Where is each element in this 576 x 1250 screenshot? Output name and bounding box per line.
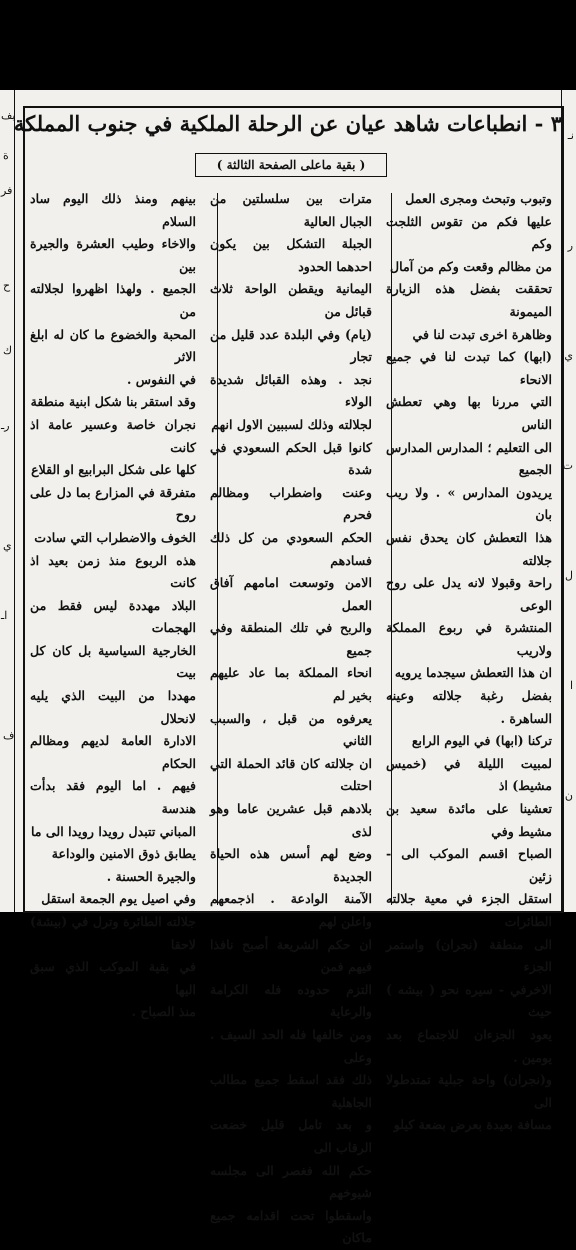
column-text: بينهم ومنذ ذلك اليوم ساد السلام والاخاء وطيب العشرة والجيرة بين الجميع . ولهذا اظهروا لجلالته من المحبة والخضوع ما كان له ابلغ الاثر في النفوس . وقد استقر بنا شكل ابنية منطقة نجران خاصة وعسير عامة اذ كانت كلها على شكل البرابيع او القلاع متفرقة في المزارع بما دل على روح الخوف والاضطراب التي سادت هذه الربوع منذ زمن بعيد اذ كانت البلاد مهددة ليس فقط من الهجمات الخارجية السياسية بل كان كل بيت مهددا من البيت الذي يليه لانحلال الادارة العامة لديهم ومظالم الحكام فيهم . اما اليوم فقد بدأت هندسة المباني تتبدل رويدا رويدا الى ما يطابق ذوق الامنين والوداعة والجيرة الحسنة . وفي اصيل يوم الجمعة استقل جلالته الطائرة وترل في (بيشة) لاحقا في بقية الموكب الذي سبق اليها منذ الصباح . xyxy=(30,191,196,1020)
edge-fragment: ن xyxy=(564,789,573,802)
newspaper-clipping xyxy=(0,90,576,1246)
edge-fragment: نـ xyxy=(567,129,574,142)
article-column-1 xyxy=(386,188,552,1133)
edge-fragment: ح xyxy=(3,279,11,292)
edge-fragment: ي xyxy=(3,539,12,552)
edge-fragment: اـ xyxy=(1,609,8,622)
article-columns xyxy=(29,188,558,1246)
left-column-edge xyxy=(0,90,15,912)
edge-fragment: ف xyxy=(3,729,15,742)
edge-fragment: ل xyxy=(565,569,573,582)
edge-fragment: ك xyxy=(3,344,13,357)
article-column-2 xyxy=(210,188,372,1246)
article-frame xyxy=(13,106,564,1246)
article-headline: ٣ - انطباعات شاهد عيان عن الرحلة الملكية في جنوب المملكة xyxy=(13,111,562,136)
edge-fragment: ا xyxy=(569,679,573,692)
edge-fragment: ت xyxy=(562,459,573,472)
edge-fragment: يف xyxy=(1,109,16,122)
article-column-3 xyxy=(30,188,196,1020)
edge-fragment: رـ xyxy=(1,419,10,432)
edge-fragment: ر xyxy=(567,239,573,252)
column-text: وتبوب وتبحث ومجرى العمل عليها فكم من تقوس الثلجت وكم من مظالم وقعت وكم من آمال تحققت بفضل هذه الزيارة الميمونة وظاهرة اخرى تبدت لنا في (ابها) كما تبدت لنا في جميع الانحاء التي مررنا بها وهي تعطش الناس الى التعليم ؛ المدارس المدارس الجميع يريدون المدارس » . ولا ريب بان هذا التعطش كان يحدق نفس جلالته راحة وقبولا لانه يدل على روح الوعى المنتشرة في ربوع المملكة ولاريب ان هذا التعطش سيجدما يرويه بفضل رغبة جلالته وعينه الساهرة . تركنا (ابها) في اليوم الرابع لمبيت الليلة في (خميس مشيط) اذ تعشينا على مائدة سعيد بن مشيط وفي الصباح اقسم الموكب الى - زئين استقل الجزء في معية جلالته الطائرات الى منطقة (نجران) واستمر الجزء الاخرفي - سيره نحو ( بيشه ) حيث يعود الجزءان للاجتماع بعد يومين . و(نجران) واحة جبلية تمتدطولا الى مسافة بعيدة بعرض بضعة كيلو xyxy=(386,191,552,1133)
edge-fragment: ة xyxy=(3,149,9,162)
edge-fragment: ي xyxy=(564,349,573,362)
continuation-note: ( بقية ماعلى الصفحة الثالثة ) xyxy=(195,153,387,177)
column-text: مترات بين سلسلتين من الجبال العالية الجبلة التشكل بين يكون احدهما الحدود اليمانية ويقطن الواحة ثلاث قبائل من (يام) وفي البلدة عدد قليل من تجار نجد . وهذه القبائل شديدة الولاء لجلالته وذلك لسببين الاول انهم كانوا قبل الحكم السعودي في شدة وعنت واضطراب ومظالم فحرم الحكم السعودي من كل ذلك فسادهم الامن وتوسعت امامهم آفاق العمل والربح في تلك المنطقة وفي جميع انحاء المملكة بما عاد عليهم بخير لم يعرفوه من قبل ، والسبب الثاني ان جلالته كان قائد الحملة التي احتلت بلادهم قبل عشرين عاما وهو لذى وضع لهم أسس هذه الحياة الجديدة الآمنة الوادعة . اذجمعهم واعلن لهم ان حكم الشريعة أصبح نافذا فيهم فمن التزم حدوده فله الكرامة والرعاية ومن خالفها فله الحد السيف . وعلى ذلك فقد اسقط جميع مطالب الجاهلية و بعد تامل قليل خضعت الرقاب الى حكم الله فغصر الى مجلسه شيوخهم واسقطوا تحت اقدامه جميع ماكان xyxy=(210,191,372,1246)
edge-fragment: فر xyxy=(1,184,13,197)
